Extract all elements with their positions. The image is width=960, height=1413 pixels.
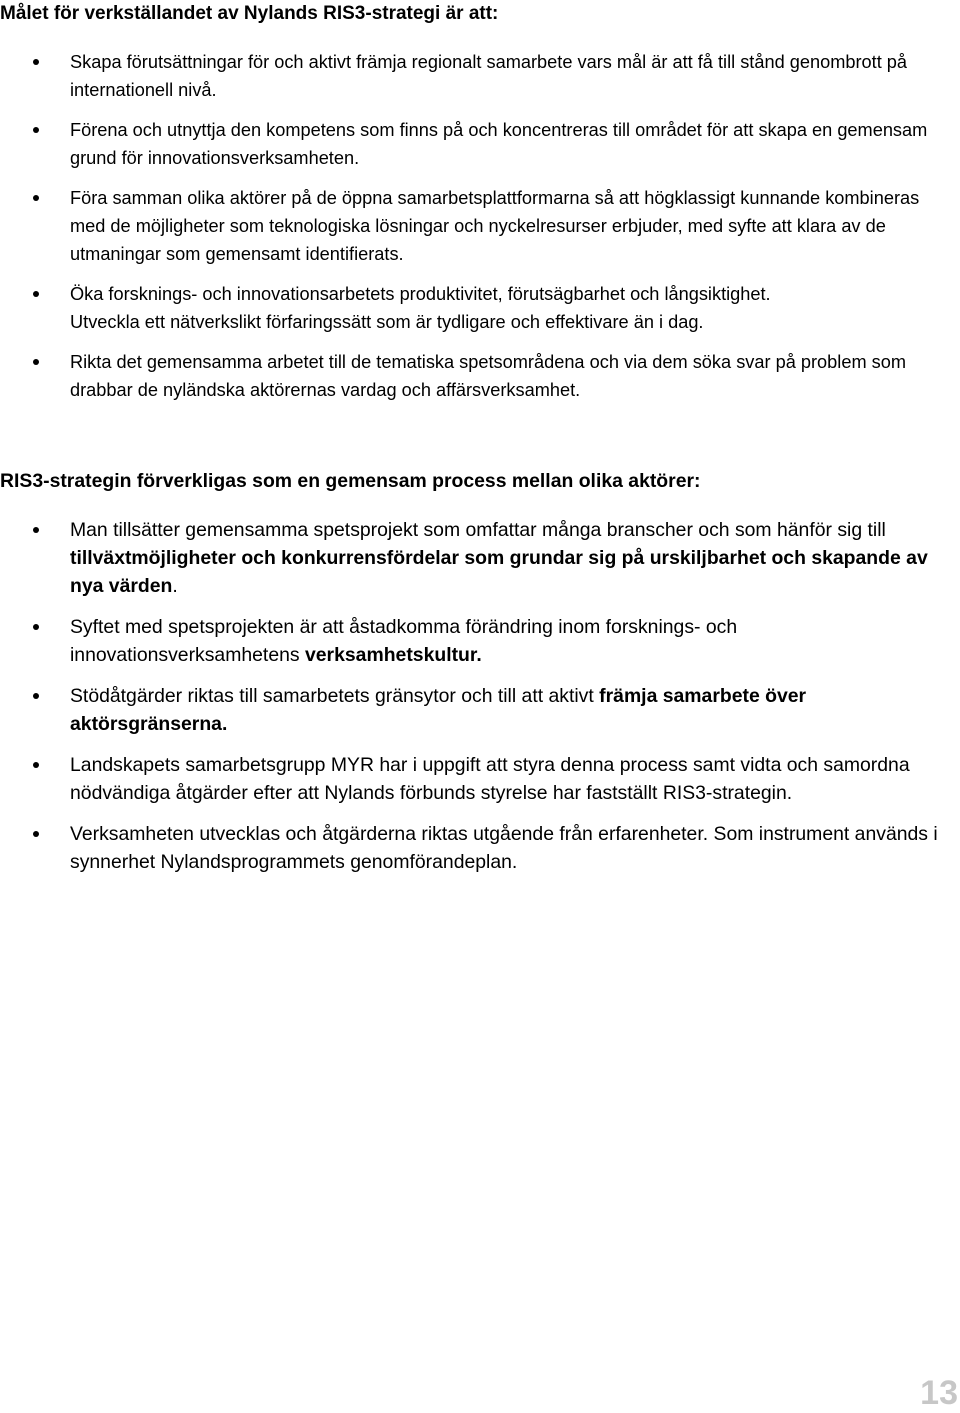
bullet-icon (33, 831, 39, 837)
list-item (0, 280, 940, 308)
bullet-icon (33, 359, 39, 365)
bullet-icon (33, 624, 39, 630)
list-item-text: Syftet med spetsprojekten är att åstadkomma förändring inom forsknings- och innovationsverksamhetens verksamhetskultur. (70, 616, 738, 666)
list-item (0, 613, 958, 669)
bullet-icon (33, 59, 39, 65)
bullet-icon (33, 291, 39, 297)
section-1-heading: Målet för verkställandet av Nylands RIS3-strategi är att: (0, 3, 499, 24)
list-item-text: Öka forsknings- och innovationsarbetets produktivitet, förutsägbarhet och långsiktighet. (70, 284, 771, 304)
list-item-text: Man tillsätter gemensamma spetsprojekt som omfattar många branscher och som hänför sig till tillväxtmöjligheter och konkurrensfördelar som grundar sig på urskiljbarhet och skapande av nya värden. (70, 519, 928, 597)
list-item (0, 516, 958, 600)
list-item-continuation (0, 308, 940, 336)
list-item (0, 820, 958, 876)
list-item (0, 682, 958, 738)
list-item-text: Föra samman olika aktörer på de öppna samarbetsplattformarna så att högklassigt kunnande kombineras med de möjligheter som teknologiska lösningar och nyckelresurser erbjuder, med syfte att klara av de utmaningar som gemensamt identifierats. (70, 188, 920, 264)
bullet-icon (33, 195, 39, 201)
list-item (0, 184, 940, 268)
list-item-text: Rikta det gemensamma arbetet till de tematiska spetsområdena och via dem söka svar på problem som drabbar de nyländska aktörernas vardag och affärsverksamhet. (70, 352, 907, 400)
bullet-icon (33, 762, 39, 768)
list-item (0, 48, 940, 104)
section-2-heading: RIS3-strategin förverkligas som en gemensam process mellan olika aktörer: (0, 470, 701, 492)
list-item-text: Förena och utnyttja den kompetens som finns på och koncentreras till området för att skapa en gemensam grund för innovationsverksamheten. (70, 120, 928, 168)
emphasis-text: verksamhetskultur. (304, 644, 482, 666)
list-item-text: Skapa förutsättningar för och aktivt främja regionalt samarbete vars mål är att få till stånd genombrott på internationell nivå. (70, 52, 908, 100)
bullet-icon (33, 127, 39, 133)
bullet-icon (33, 527, 39, 533)
emphasis-text: främja samarbete över aktörsgränserna. (70, 685, 807, 735)
list-item-text: Landskapets samarbetsgrupp MYR har i uppgift att styra denna process samt vidta och samordna nödvändiga åtgärder efter att Nylands förbunds styrelse har fastställt RIS3-strategin. (70, 754, 910, 804)
list-item-text: Stödåtgärder riktas till samarbetets gränsytor och till att aktivt främja samarbete över aktörsgränserna. (70, 685, 807, 735)
goals-list (0, 48, 940, 416)
emphasis-text: tillväxtmöjligheter och konkurrensfördelar som grundar sig på urskiljbarhet och skapande av nya värden (70, 547, 928, 597)
list-item-text: Verksamheten utvecklas och åtgärderna riktas utgående från erfarenheter. Som instrument används i synnerhet Nylandsprogrammets genomförandeplan. (70, 823, 938, 873)
page-number: 13 (920, 1374, 958, 1412)
process-list (0, 516, 958, 889)
list-item (0, 751, 958, 807)
list-item (0, 116, 940, 172)
bullet-icon (33, 693, 39, 699)
list-item (0, 348, 940, 404)
list-item-text: Utveckla ett nätverkslikt förfaringssätt som är tydligare och effektivare än i dag. (70, 312, 704, 332)
